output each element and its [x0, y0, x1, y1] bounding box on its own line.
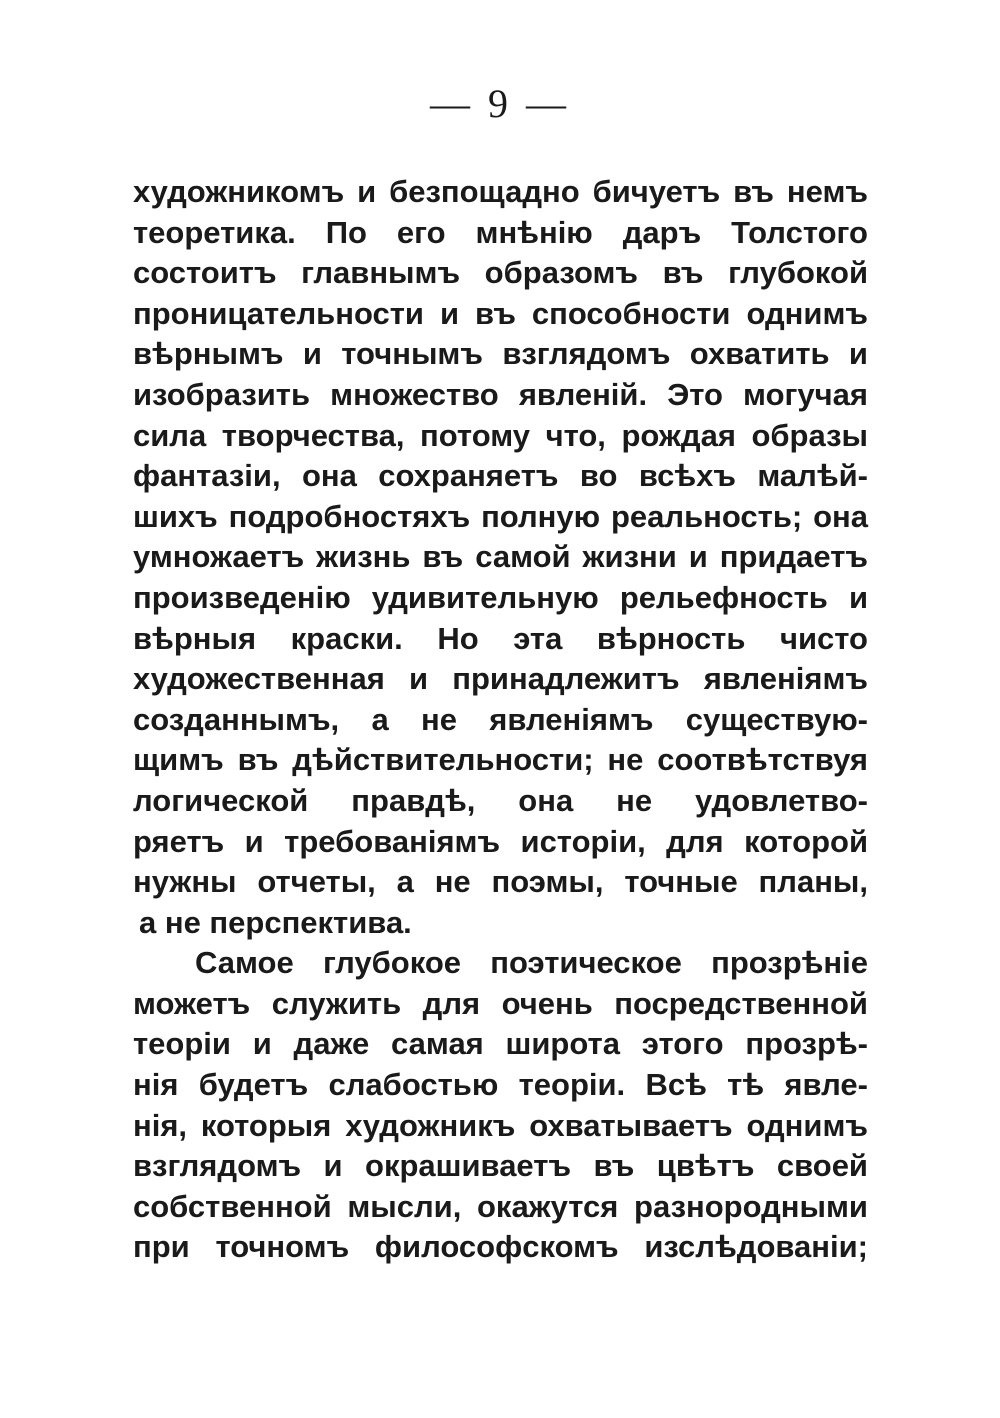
text-line: фантазіи, она сохраняетъ во всѣхъ малѣй-	[133, 458, 868, 494]
text-line: шихъ подробностяхъ полную реальность; она	[133, 498, 868, 534]
text-line: нужны отчеты, а не поэмы, точные планы,	[133, 864, 868, 900]
text-line: умножаетъ жизнь въ самой жизни и придаетъ	[133, 539, 868, 575]
text-line: можетъ служить для очень посредственной	[133, 985, 868, 1021]
text-line: проницательности и въ способности однимъ	[133, 295, 868, 331]
text-line: состоитъ главнымъ образомъ въ глубокой	[133, 255, 868, 291]
text-line: нія будетъ слабостью теоріи. Всѣ тѣ явле-	[133, 1067, 868, 1103]
text-line-last: а не перспектива.	[139, 904, 412, 940]
text-line: теоретика. По его мнѣнію даръ Толстого	[133, 214, 868, 250]
text-line-first: Самое глубокое поэтическое прозрѣніе	[195, 945, 868, 981]
text-line: сила творчества, потому что, рождая образы	[133, 417, 868, 453]
text-line: вѣрнымъ и точнымъ взглядомъ охватить и	[133, 336, 868, 372]
text-line: ряетъ и требованіямъ исторіи, для которой	[133, 823, 868, 859]
text-line: художественная и принадлежитъ явленіямъ	[133, 661, 868, 697]
page-number: — 9 —	[430, 81, 570, 126]
text-line: вѣрныя краски. Но эта вѣрность чисто	[133, 620, 868, 656]
body-text	[133, 172, 868, 1268]
text-line: собственной мысли, окажутся разнородными	[133, 1188, 868, 1224]
text-line: взглядомъ и окрашиваетъ въ цвѣтъ своей	[133, 1148, 868, 1184]
text-line: созданнымъ, а не явленіямъ существую-	[133, 701, 868, 737]
text-line: при точномъ философскомъ изслѣдованіи;	[133, 1229, 868, 1265]
text-line: теоріи и даже самая широта этого прозрѣ-	[133, 1026, 868, 1062]
text-line: произведенію удивительную рельефность и	[133, 579, 868, 615]
text-line: логической правдѣ, она не удовлетво-	[133, 782, 868, 818]
text-line: нія, которыя художникъ охватываетъ однимъ	[133, 1107, 868, 1143]
text-line: щимъ въ дѣйствительности; не соотвѣтствуя	[133, 742, 868, 778]
text-line: изобразить множество явленій. Это могучая	[133, 376, 868, 412]
text-line: художникомъ и безпощадно бичуетъ въ немъ	[133, 174, 868, 209]
